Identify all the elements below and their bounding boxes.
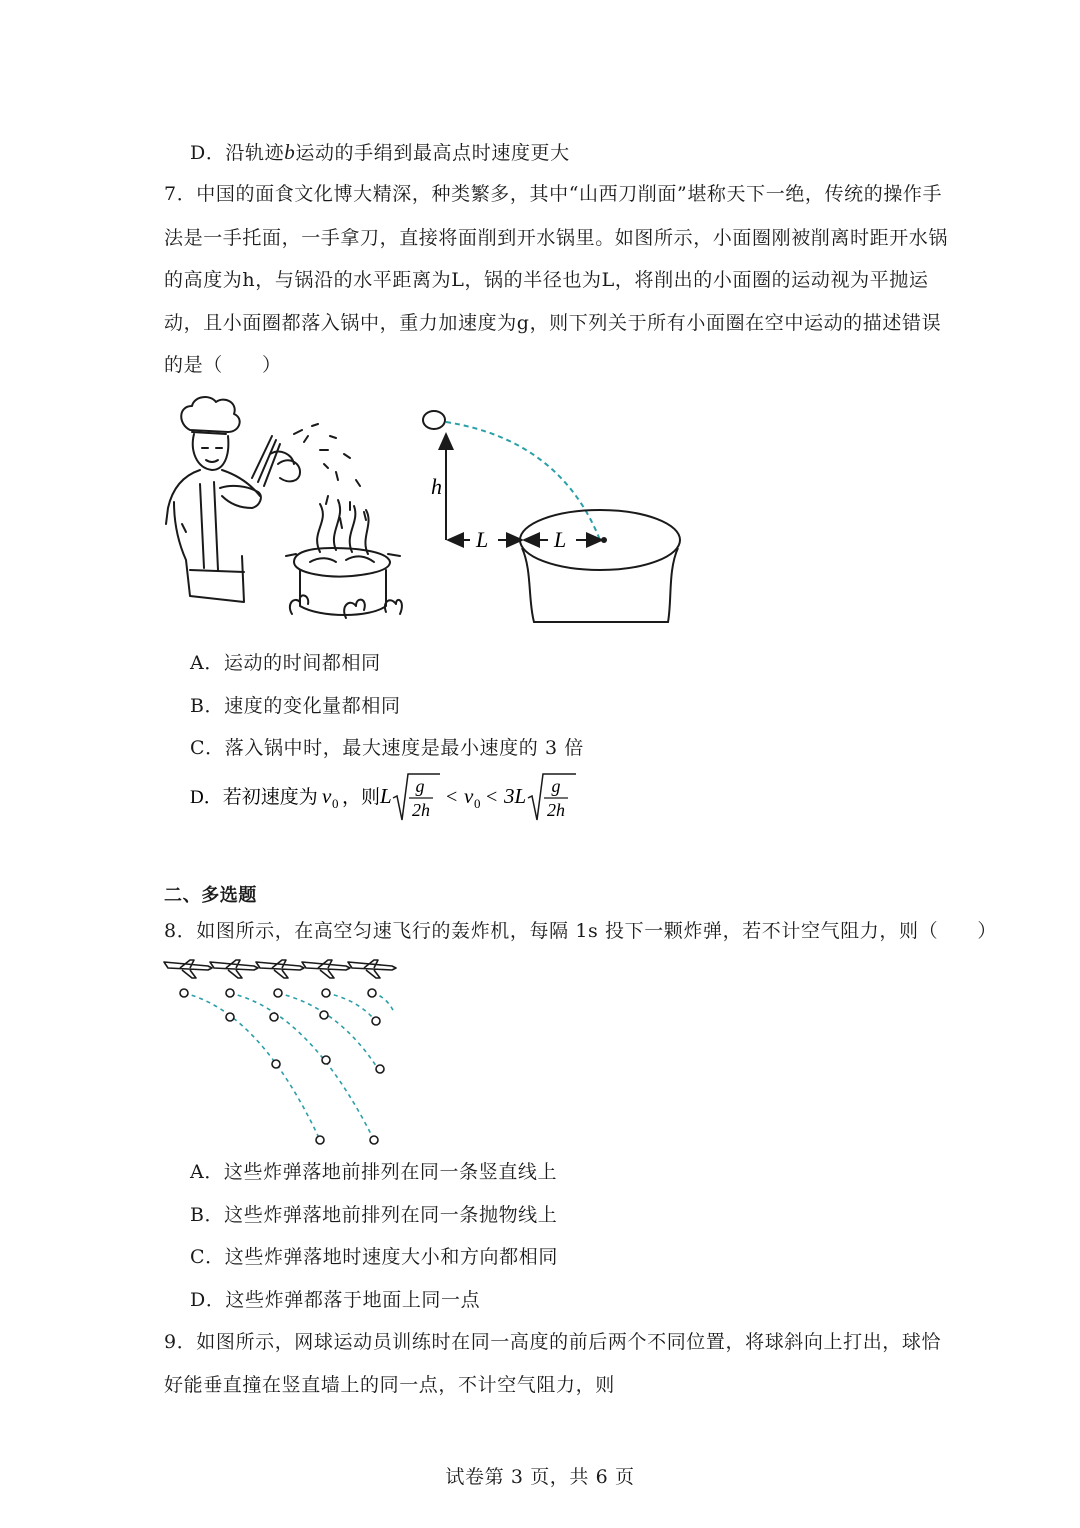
q7-line-1: 7．中国的面食文化博大精深，种类繁多，其中“山西刀削面”堪称天下一绝，传统的操作手 <box>164 183 943 205</box>
chef-noodle-illustration <box>160 392 420 632</box>
plane-icon <box>164 960 212 978</box>
bomb <box>226 1013 234 1021</box>
v0-sub: 0 <box>332 796 339 811</box>
bomb-trajectory <box>184 993 320 1140</box>
plane-icon <box>210 960 258 978</box>
noodle-ring <box>423 411 445 429</box>
q8-option-d: D．这些炸弹都落于地面上同一点 <box>190 1289 481 1311</box>
q7-line-2: 法是一手托面，一手拿刀，直接将面削到开水锅里。如图所示，小面圈刚被削离时距开水锅 <box>164 227 949 249</box>
frac-num-1: g <box>415 776 425 796</box>
q8-option-b: B．这些炸弹落地前排列在同一条抛物线上 <box>190 1204 558 1226</box>
q8-option-a: A．这些炸弹落地前排列在同一条竖直线上 <box>190 1161 558 1183</box>
q7-option-a: A．运动的时间都相同 <box>190 652 381 674</box>
q6-option-d-var: b <box>284 140 296 164</box>
bomb-trajectory <box>326 993 378 1024</box>
bomber-diagram <box>160 952 420 1152</box>
bomb <box>272 1060 280 1068</box>
bomb <box>372 1017 380 1025</box>
bomb <box>316 1136 324 1144</box>
q7-option-b: B．速度的变化量都相同 <box>190 695 401 717</box>
bomb <box>322 989 330 997</box>
plane-icon <box>348 960 396 978</box>
q7-line-3: 的高度为h，与锅沿的水平距离为L，锅的半径也为L，将削出的小面圈的运动视为平抛运 <box>164 269 929 291</box>
q7-line-4: 动，且小面圈都落入锅中，重力加速度为g，则下列关于所有小面圈在空中运动的描述错误 <box>164 312 942 334</box>
q8-option-c: C．这些炸弹落地时速度大小和方向都相同 <box>190 1246 558 1268</box>
bomb <box>226 989 234 997</box>
pot-drawing <box>520 510 680 622</box>
three-L-coef: 3L <box>504 784 527 808</box>
plane-icon <box>256 960 304 978</box>
q6-option-d <box>190 138 950 167</box>
label-L-right: L <box>554 527 567 552</box>
bomb <box>370 1136 378 1144</box>
lt-2: < <box>486 786 498 808</box>
q6-option-d-suffix: 运动的手绢到最高点时速度更大 <box>295 142 570 164</box>
frac-num-2: g <box>551 776 561 796</box>
projectile-pot-diagram <box>410 400 690 640</box>
bomb <box>322 1056 330 1064</box>
then-word: ，则 <box>342 787 381 808</box>
trajectory-dashed <box>446 422 600 540</box>
label-L-left: L <box>476 527 489 552</box>
section-multi-choice-title: 二、多选题 <box>164 885 257 906</box>
q7-line-5: 的是（ ） <box>164 354 282 376</box>
q7-option-d <box>190 770 610 826</box>
q7-option-d-label: D．若初速度为 <box>190 787 318 808</box>
plane-icon <box>302 960 350 978</box>
bomb <box>180 989 188 997</box>
lt-1: < <box>446 786 458 808</box>
bomb <box>320 1011 328 1019</box>
frac-den-1: 2h <box>412 800 430 820</box>
bomb <box>270 1013 278 1021</box>
bomb-trajectory <box>230 993 374 1140</box>
v0-var-2: v <box>464 784 474 808</box>
q9-line-1: 9．如图所示，网球运动员训练时在同一高度的前后两个不同位置，将球斜向上打出，球恰 <box>164 1331 942 1353</box>
q9-line-2: 好能垂直撞在竖直墙上的同一点，不计空气阻力，则 <box>164 1374 615 1396</box>
label-h: h <box>431 474 442 499</box>
bomb <box>368 989 376 997</box>
v0-sub-2: 0 <box>474 796 481 811</box>
q8-stem: 8．如图所示，在高空匀速飞行的轰炸机，每隔 1s 投下一颗炸弹，若不计空气阻力，则（ ） <box>164 920 998 942</box>
q7-option-c: C．落入锅中时，最大速度是最小速度的 3 倍 <box>190 737 584 759</box>
v0-var: v <box>322 784 332 808</box>
frac-den-2: 2h <box>547 800 565 820</box>
L-coef-1: L <box>380 784 392 808</box>
bomb <box>274 989 282 997</box>
q6-option-d-prefix: D．沿轨迹 <box>190 142 285 164</box>
page-footer: 试卷第 3 页，共 6 页 <box>445 1466 635 1488</box>
bomb <box>376 1065 384 1073</box>
